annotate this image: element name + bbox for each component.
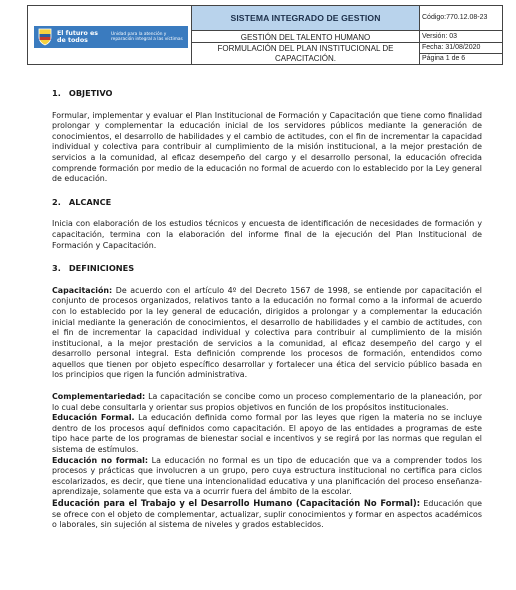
section-number: 2.: [52, 196, 61, 207]
definition-term: Complementariedad:: [52, 392, 146, 402]
section-number: 3.: [52, 263, 61, 274]
section-heading: [52, 263, 482, 274]
logo-cell: [28, 6, 192, 64]
definition-text: Educación que se ofrece con el objeto de complementar, actualizar, suplir conocimientos y formar en aspectos académicos o laborales, sin sujeción al sistema de niveles y grados establecidos.: [52, 499, 482, 530]
divider: [420, 30, 502, 31]
definition-term: Educación Formal.: [52, 413, 135, 423]
document-name: FORMULACIÓN DEL PLAN INSTITUCIONAL DE CAPACITACIÓN.: [217, 44, 394, 63]
system-title: SISTEMA INTEGRADO DE GESTION: [192, 6, 419, 30]
document-body: [52, 88, 482, 531]
document-version: Versión: 03: [422, 33, 458, 40]
document-header: [27, 5, 503, 65]
objective-paragraph: Formular, implementar y evaluar el Plan Institucional de Formación y Capacitación que tiene como finalidad prolongar y complementar la educación inicial de los servidores públicos mediante la generación de conocimientos, el desarrollo de habilidades y el cambio de actitudes, con el fin de incrementar la capacidad individual y colectiva para contribuir al cumplimiento de la misión institucional, a la mejor prestación de servicios a la comunidad, al eficaz desempeño del cargo y el desarrollo personal, la educación ofrecida comprende formación por medio de la educación no formal de acuerdo con lo establecido por la Ley general de educación.: [52, 110, 482, 184]
definition-term: Educación no formal:: [52, 455, 149, 465]
divider: [419, 6, 420, 64]
section-heading: [52, 88, 482, 99]
definition-item: [52, 498, 482, 531]
logo-main-text: El futuro es de todos: [57, 30, 99, 44]
entity-logo: [34, 26, 188, 48]
area-name: GESTIÓN DEL TALENTO HUMANO: [240, 33, 371, 42]
section-title: ALCANCE: [68, 196, 112, 207]
definition-term: Capacitación:: [52, 285, 113, 295]
definition-text: La capacitación se concibe como un proceso complementario de la planeación, por lo cual debe consultarla y orientar sus propios objetivos en función de los propósitos institucionales.: [52, 392, 482, 412]
divider: [420, 42, 502, 43]
logo-sub-text: Unidad para la atención y reparación integral a las víctimas: [111, 32, 183, 42]
document-code: Código:770.12.08-23: [422, 14, 488, 21]
divider: [192, 30, 419, 31]
definition-item: [52, 286, 482, 381]
definition-text: De acuerdo con el artículo 4º del Decreto 1567 de 1998, se entiende por capacitación el conjunto de procesos organizados, relativos tanto a la educación no formal como a la informal de acuerdo con lo establecido por la ley general de educación, dirigidos a prolongar y a complementar la educación inicial mediante la generación de conocimientos, el desarrollo de habilidades y el cambio de actitudes, con el fin de incrementar la capacidad individual y colectiva para contribuir al cumplimiento de la misión institucional, a la mejor prestación de servicios a la comunidad, al eficaz desempeño del cargo y el desarrollo personal integral. Esta definición comprende los procesos de formación, entendidos como aquellos que tienen por objeto específico desarrollar y fortalecer una ética del servicio público basada en los principios que rigen la función administrativa.: [52, 285, 482, 380]
page-number: Página 1 de 6: [422, 55, 466, 62]
document-date: Fecha: 31/08/2020: [422, 44, 481, 51]
divider: [192, 42, 419, 43]
definition-text: La educación no formal es un tipo de educación que va a comprender todos los procesos y prácticas que involucren a un grupo, pero cuya estructura institucional no certifica para ciclos escolarizados, es decir, que tiene una intencionalidad educativa y una planificación del proceso enseñanza-aprendizaje, solamente que esta va a ocurrir fuera del ámbito de la escolar.: [52, 455, 482, 497]
definition-item: [52, 413, 482, 455]
coat-of-arms-icon: [37, 28, 53, 46]
scope-paragraph: Inicia con elaboración de los estudios técnicos y encuesta de identificación de necesidades de formación y capacitación, termina con la elaboración del informe final de la ejecución del Plan Institucional de Formación y Capacitación.: [52, 219, 482, 250]
definition-text: La educación definida como formal por las leyes que rigen la materia no se incluye dentro de los procesos aquí definidos como capacitación. El apoyo de las entidades a programas de este tipo hace parte de los programas de bienestar social e incentivos y se regirá por las normas que regulan el sistema de estímulos.: [52, 413, 482, 455]
section-title: OBJETIVO: [68, 88, 113, 98]
section-title: DEFINICIONES: [68, 263, 135, 274]
definition-item: [52, 392, 482, 413]
section-number: 1.: [52, 88, 61, 98]
divider: [420, 53, 502, 54]
definition-item: [52, 456, 482, 498]
definition-term: Educación para el Trabajo y el Desarrollo Humano (Capacitación No Formal):: [52, 498, 421, 508]
section-heading: [52, 197, 482, 208]
